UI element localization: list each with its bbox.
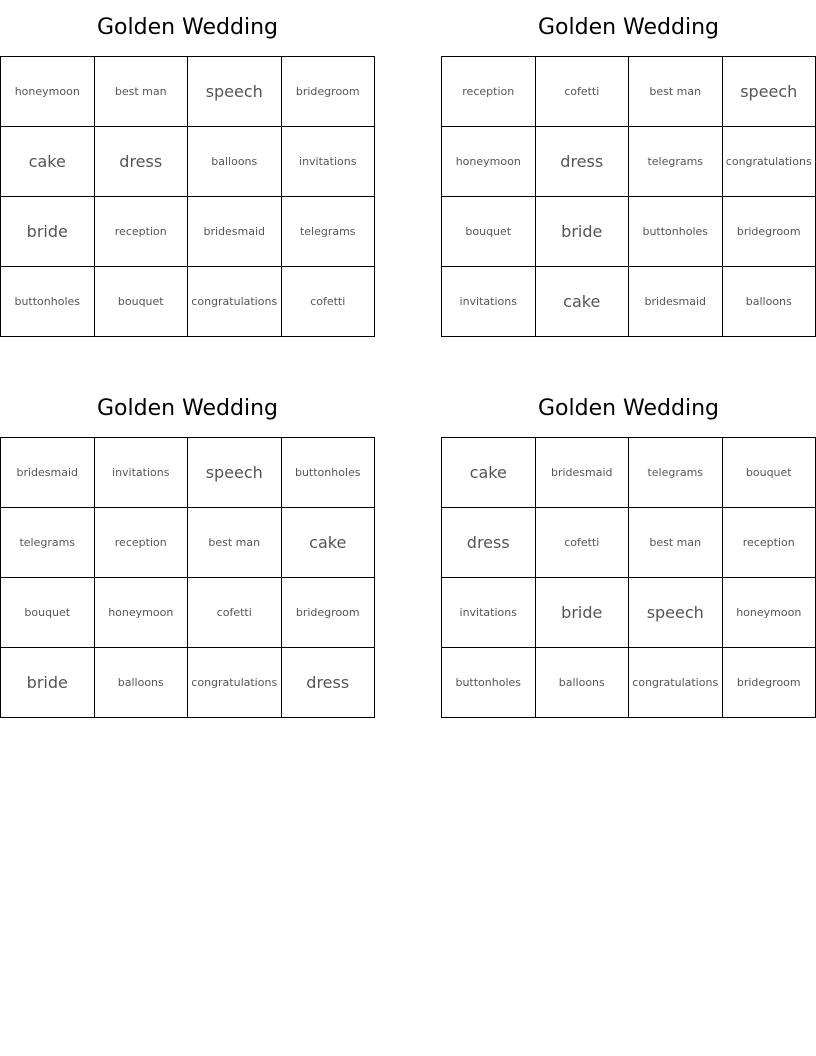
bingo-cell: dress	[442, 508, 536, 578]
bingo-card	[441, 381, 816, 718]
bingo-cell: cofetti	[188, 578, 282, 648]
bingo-cell: best man	[629, 508, 723, 578]
bingo-cell: dress	[536, 127, 630, 197]
bingo-cell: telegrams	[1, 508, 95, 578]
bingo-cell: bridesmaid	[188, 197, 282, 267]
card-title: Golden Wedding	[96, 15, 278, 40]
bingo-cell: cofetti	[536, 57, 630, 127]
bingo-grid	[0, 437, 375, 718]
bingo-cell: bridegroom	[282, 57, 376, 127]
bingo-cell: honeymoon	[723, 578, 816, 648]
bingo-cell: congratulations	[629, 648, 723, 718]
bingo-cell: cofetti	[282, 267, 376, 337]
bingo-cell: buttonholes	[442, 648, 536, 718]
card-title: Golden Wedding	[537, 15, 719, 40]
bingo-cell: reception	[95, 197, 189, 267]
bingo-cell: balloons	[723, 267, 816, 337]
bingo-cell: reception	[442, 57, 536, 127]
bingo-cell: reception	[95, 508, 189, 578]
bingo-card	[441, 0, 816, 337]
bingo-cell: bouquet	[442, 197, 536, 267]
bingo-cell: congratulations	[188, 648, 282, 718]
bingo-cell: dress	[282, 648, 376, 718]
bingo-cell: cake	[1, 127, 95, 197]
bingo-cell: bridegroom	[723, 648, 816, 718]
bingo-cell: speech	[723, 57, 816, 127]
bingo-cell: cake	[536, 267, 630, 337]
bingo-cell: congratulations	[723, 127, 816, 197]
bingo-cell: honeymoon	[442, 127, 536, 197]
bingo-cell: congratulations	[188, 267, 282, 337]
bingo-cell: telegrams	[282, 197, 376, 267]
bingo-cell: bride	[1, 648, 95, 718]
bingo-cell: bridesmaid	[1, 438, 95, 508]
bingo-cell: best man	[188, 508, 282, 578]
bingo-cell: buttonholes	[1, 267, 95, 337]
bingo-cell: bridegroom	[723, 197, 816, 267]
bingo-cell: speech	[188, 57, 282, 127]
bingo-cell: telegrams	[629, 438, 723, 508]
bingo-cell: speech	[188, 438, 282, 508]
bingo-cell: invitations	[442, 267, 536, 337]
bingo-cell: bridesmaid	[629, 267, 723, 337]
bingo-cell: cake	[282, 508, 376, 578]
bingo-cell: invitations	[442, 578, 536, 648]
bingo-cell: buttonholes	[282, 438, 376, 508]
bingo-cell: bride	[1, 197, 95, 267]
bingo-grid	[441, 437, 816, 718]
bingo-cell: speech	[629, 578, 723, 648]
bingo-cell: honeymoon	[1, 57, 95, 127]
bingo-cell: balloons	[95, 648, 189, 718]
bingo-cell: bouquet	[723, 438, 816, 508]
bingo-cell: balloons	[188, 127, 282, 197]
card-title: Golden Wedding	[96, 396, 278, 421]
bingo-cell: telegrams	[629, 127, 723, 197]
bingo-cell: bouquet	[95, 267, 189, 337]
bingo-card	[0, 0, 375, 337]
bingo-cell: bridegroom	[282, 578, 376, 648]
bingo-card	[0, 381, 375, 718]
bingo-cell: bouquet	[1, 578, 95, 648]
bingo-cell: best man	[629, 57, 723, 127]
bingo-cell: dress	[95, 127, 189, 197]
bingo-cell: buttonholes	[629, 197, 723, 267]
bingo-cell: bride	[536, 197, 630, 267]
bingo-cell: invitations	[282, 127, 376, 197]
bingo-cell: reception	[723, 508, 816, 578]
bingo-cell: bridesmaid	[536, 438, 630, 508]
bingo-cell: balloons	[536, 648, 630, 718]
bingo-cell: honeymoon	[95, 578, 189, 648]
bingo-grid	[441, 56, 816, 337]
bingo-cell: bride	[536, 578, 630, 648]
card-title: Golden Wedding	[537, 396, 719, 421]
bingo-grid	[0, 56, 375, 337]
bingo-cell: cake	[442, 438, 536, 508]
bingo-cell: invitations	[95, 438, 189, 508]
bingo-cell: cofetti	[536, 508, 630, 578]
bingo-cell: best man	[95, 57, 189, 127]
